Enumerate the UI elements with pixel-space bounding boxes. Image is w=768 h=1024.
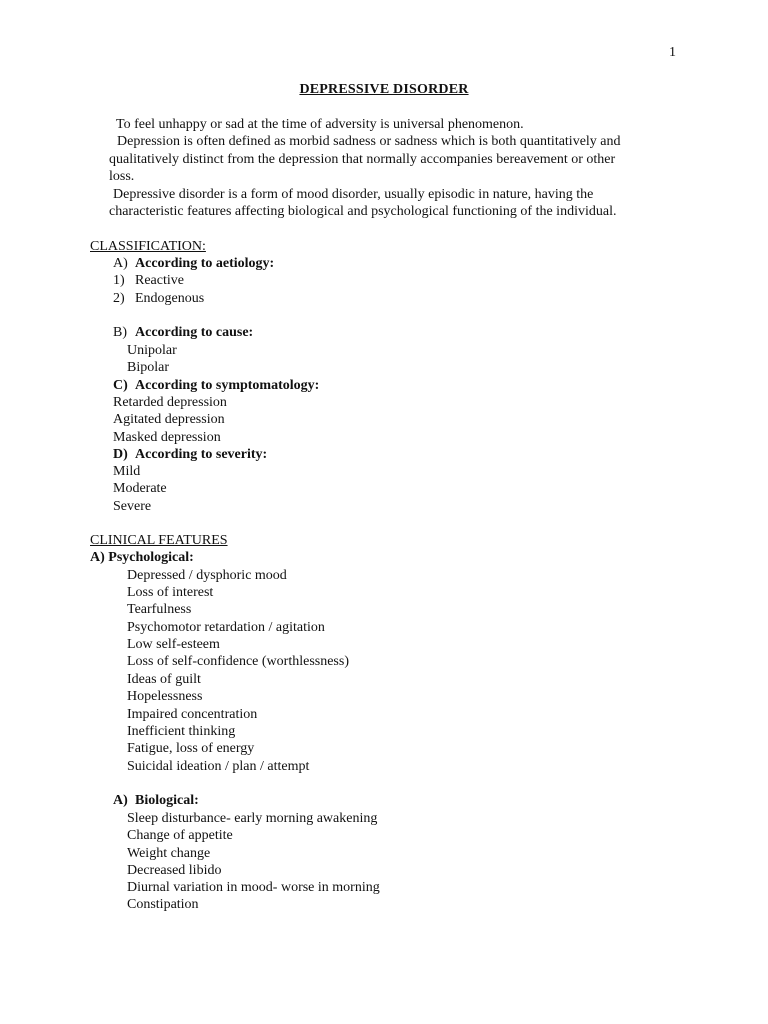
classification-heading: CLASSIFICATION: [90, 239, 206, 254]
classification-b-label: According to cause: [135, 325, 254, 340]
classification-a-heading [113, 255, 274, 272]
list-item: Bipolar [127, 360, 169, 375]
list-item [113, 272, 184, 289]
clinical-features-heading: CLINICAL FEATURES [90, 533, 228, 548]
list-item: Suicidal ideation / plan / attempt [127, 759, 310, 774]
biological-label: Biological: [135, 793, 199, 808]
list-item: Impaired concentration [127, 707, 258, 722]
intro-line-1: To feel unhappy or sad at the time of adversity is universal phenomenon. [116, 117, 524, 132]
list-item-text: Reactive [135, 273, 184, 288]
list-item: Weight change [127, 846, 211, 861]
classification-d-heading [113, 446, 267, 463]
list-item: Sleep disturbance- early morning awakening [127, 811, 378, 826]
list-item: Hopelessness [127, 689, 203, 704]
list-item: Diurnal variation in mood- worse in morning [127, 880, 380, 895]
classification-a-label: According to aetiology: [135, 256, 275, 271]
list-item: Depressed / dysphoric mood [127, 568, 287, 583]
classification-c-label: According to symptomatology: [135, 378, 320, 393]
list-item: Agitated depression [113, 412, 225, 427]
intro-line-5: Depressive disorder is a form of mood disorder, usually episodic in nature, having the [113, 187, 594, 202]
list-item: Unipolar [127, 343, 177, 358]
classification-d-marker: D) [113, 447, 128, 462]
intro-line-2: Depression is often defined as morbid sadness or sadness which is both quantitatively and [117, 134, 621, 149]
list-item: Change of appetite [127, 828, 233, 843]
list-number: 2) [113, 291, 125, 306]
list-item: Psychomotor retardation / agitation [127, 620, 325, 635]
classification-b-heading [113, 324, 253, 341]
page-number: 1 [669, 45, 676, 60]
list-item: Mild [113, 464, 141, 479]
classification-b-marker: B) [113, 325, 127, 340]
list-item: Severe [113, 499, 152, 514]
intro-line-6: characteristic features affecting biological and psychological functioning of the individual. [109, 204, 617, 219]
classification-a-marker: A) [113, 256, 128, 271]
list-item: Low self-esteem [127, 637, 220, 652]
list-item: Fatigue, loss of energy [127, 741, 255, 756]
document-title: DEPRESSIVE DISORDER [299, 82, 469, 97]
list-item: Loss of self-confidence (worthlessness) [127, 654, 349, 669]
psychological-heading: A) Psychological: [90, 550, 194, 565]
intro-line-4: loss. [109, 169, 135, 184]
list-item: Retarded depression [113, 395, 227, 410]
list-item: Loss of interest [127, 585, 214, 600]
list-item: Masked depression [113, 430, 221, 445]
list-item [113, 290, 204, 307]
intro-line-3: qualitatively distinct from the depression that normally accompanies bereavement or other [109, 152, 616, 167]
list-item: Constipation [127, 897, 199, 912]
list-item: Decreased libido [127, 863, 222, 878]
list-item: Inefficient thinking [127, 724, 236, 739]
classification-c-heading [113, 377, 319, 394]
list-item: Ideas of guilt [127, 672, 201, 687]
classification-d-label: According to severity: [135, 447, 268, 462]
list-item-text: Endogenous [135, 291, 205, 306]
biological-marker: A) [113, 793, 128, 808]
list-item: Tearfulness [127, 602, 192, 617]
classification-c-marker: C) [113, 378, 128, 393]
list-item: Moderate [113, 481, 167, 496]
list-number: 1) [113, 273, 125, 288]
biological-heading [113, 792, 199, 809]
